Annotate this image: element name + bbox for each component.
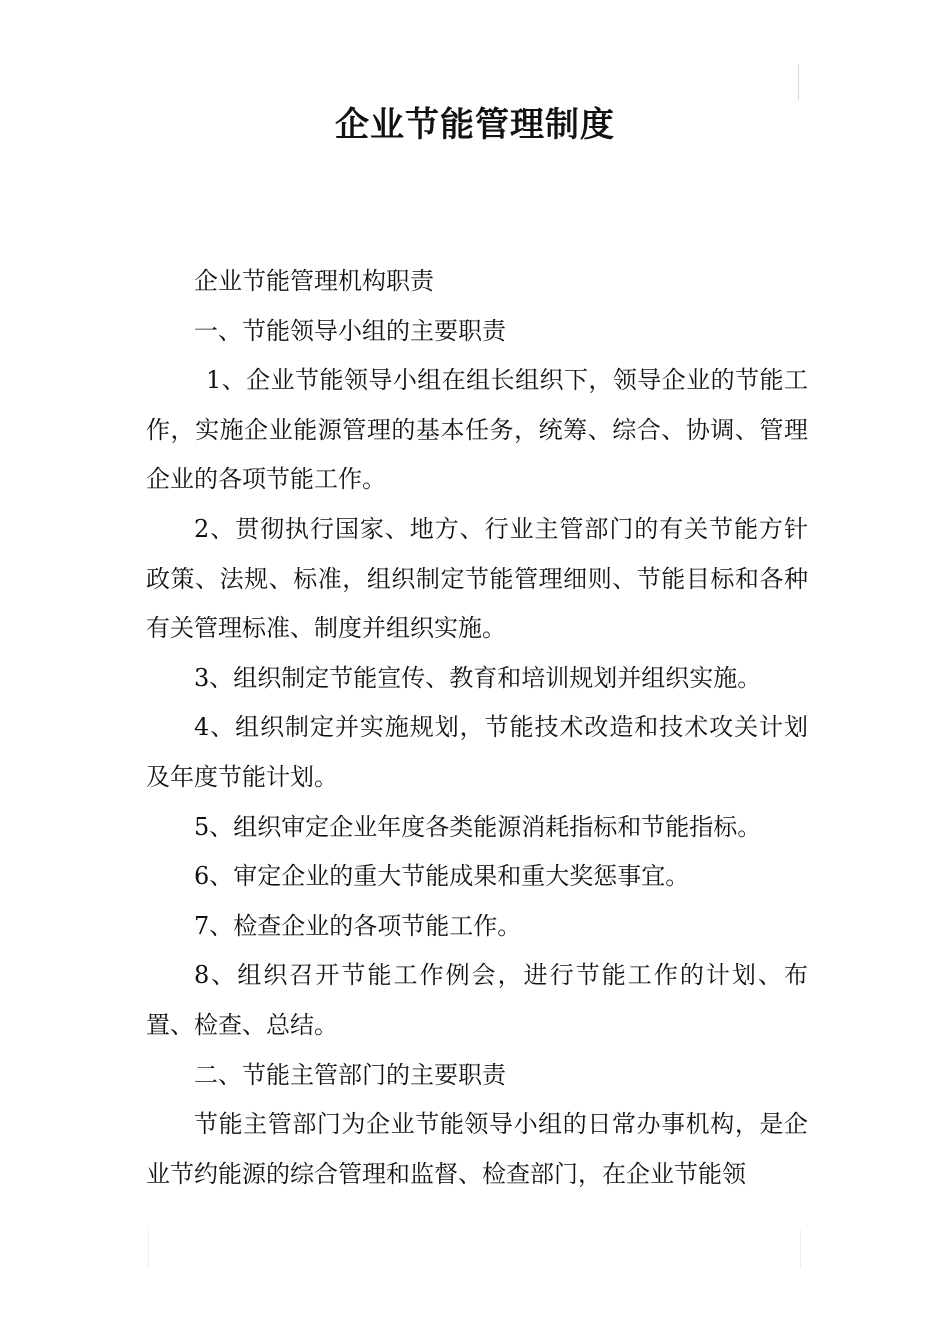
- paragraph-body: 节能主管部门为企业节能领导小组的日常办事机构，是企业节约能源的综合管理和监督、检查部门，在企业节能领: [146, 1110, 808, 1188]
- paragraph-item-2: 2、贯彻执行国家、地方、行业主管部门的有关节能方针政策、法规、标准，组织制定节能管理细则、节能目标和各种有关管理标准、制度并组织实施。: [146, 514, 808, 643]
- page-corner-mark-top: [798, 64, 799, 100]
- paragraph-heading-1: 一、节能领导小组的主要职责: [194, 316, 506, 345]
- paragraph-item-6: 6、审定企业的重大节能成果和重大奖惩事宜。: [194, 862, 690, 891]
- paragraph-section-heading: 企业节能管理机构职责: [194, 267, 434, 295]
- page-corner-mark-bottom-left: [148, 1230, 149, 1268]
- page-corner-mark-bottom-right: [800, 1230, 801, 1268]
- paragraph-item-1: 1、企业节能领导小组在组长组织下，领导企业的节能工作，实施企业能源管理的基本任务，统筹、综合、协调、管理企业的各项节能工作。: [146, 366, 808, 494]
- document-title: 企业节能管理制度: [335, 105, 615, 145]
- paragraph-item-8: 8、组织召开节能工作例会，进行节能工作的计划、布置、检查、总结。: [146, 961, 808, 1039]
- paragraph-item-7: 7、检查企业的各项节能工作。: [194, 911, 522, 940]
- paragraph-item-4: 4、组织制定并实施规划，节能技术改造和技术攻关计划及年度节能计划。: [146, 713, 808, 791]
- paragraph-item-5: 5、组织审定企业年度各类能源消耗指标和节能指标。: [194, 812, 762, 841]
- paragraph-item-3: 3、组织制定节能宣传、教育和培训规划并组织实施。: [194, 663, 762, 692]
- document-body: [146, 257, 808, 1199]
- paragraph-heading-2: 二、节能主管部门的主要职责: [194, 1060, 506, 1089]
